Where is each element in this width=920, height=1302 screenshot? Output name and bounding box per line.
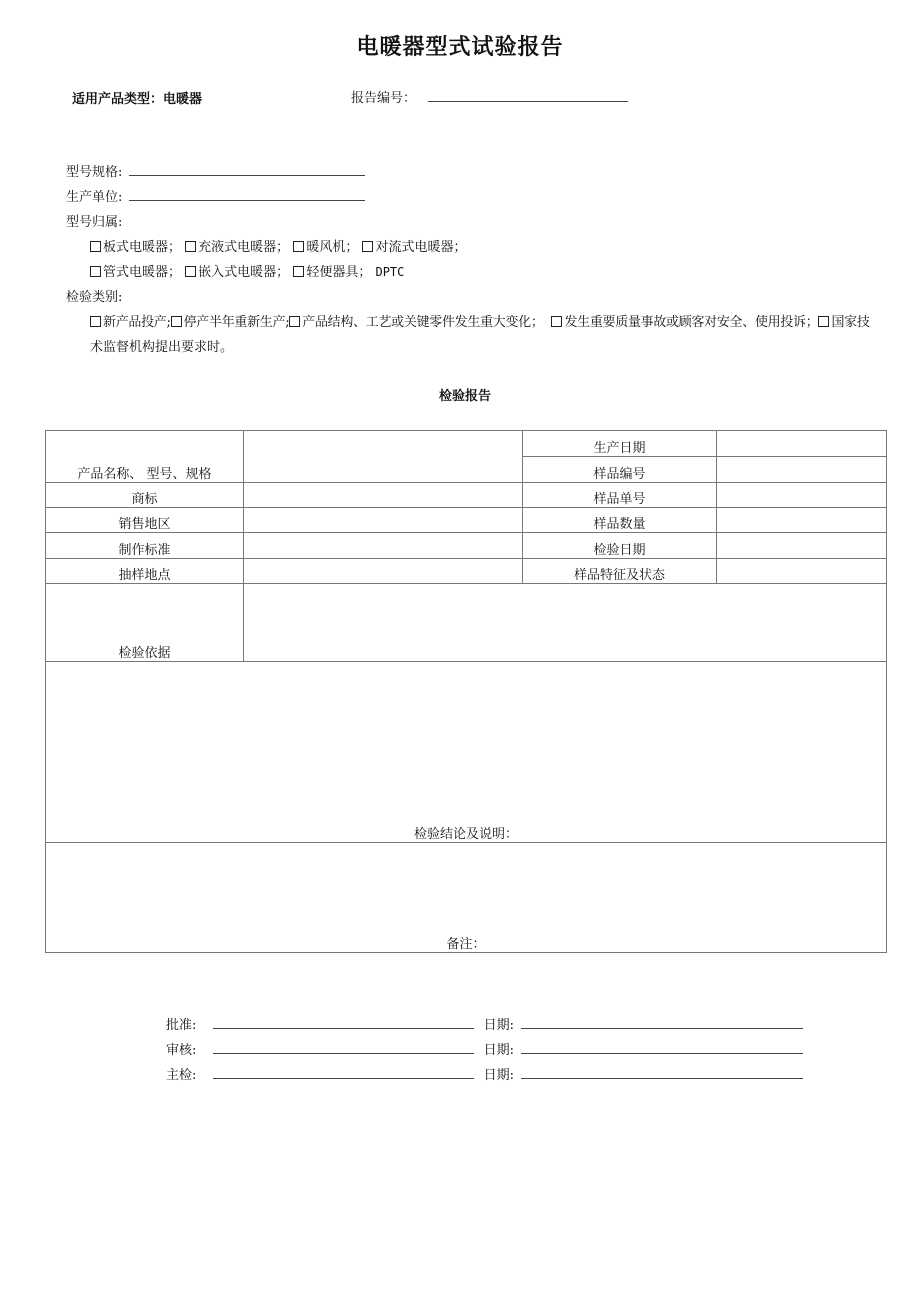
chief-date-label: 日期:	[483, 1068, 515, 1083]
approve-date-label: 日期:	[483, 1018, 515, 1033]
inspection-options-cont: 术监督机构提出要求时。	[90, 340, 234, 355]
model-spec-line[interactable]	[129, 163, 365, 176]
page-title: 电暖器型式试验报告	[356, 35, 564, 60]
basis-value[interactable]	[244, 584, 887, 662]
option-embedded-heater[interactable]: 嵌入式电暖器；	[185, 265, 289, 280]
conclusion-cell[interactable]	[46, 662, 887, 843]
model-spec-label: 型号规格:	[66, 165, 123, 180]
model-spec-field	[66, 161, 365, 180]
checkbox-icon	[293, 241, 304, 252]
checkbox-icon	[171, 316, 182, 327]
checkbox-icon	[185, 266, 196, 277]
option-tube-heater[interactable]: 管式电暖器；	[90, 265, 181, 280]
approve-row	[166, 1014, 803, 1033]
product-type-label: 适用产品类型：电暖器	[72, 92, 203, 107]
option-national-request[interactable]: 国家技	[818, 315, 869, 330]
review-date-line[interactable]	[521, 1041, 803, 1054]
trademark-value[interactable]	[244, 483, 523, 508]
product-name-label: 产品名称、 型号、规格	[46, 431, 244, 483]
checkbox-icon	[90, 266, 101, 277]
remarks-label: 备注：	[446, 937, 486, 952]
checkbox-icon	[551, 316, 562, 327]
trademark-label: 商标	[46, 483, 244, 508]
sampling-place-label: 抽样地点	[46, 559, 244, 584]
review-row	[166, 1039, 803, 1058]
checkbox-icon	[185, 241, 196, 252]
sampling-place-value[interactable]	[244, 559, 523, 584]
report-number-line[interactable]	[428, 89, 628, 102]
inspection-date-label: 检验日期	[523, 533, 717, 559]
model-category-label: 型号归属:	[66, 215, 123, 230]
option-restart-production[interactable]: 停产半年重新生产;	[171, 315, 290, 330]
chief-signature-line[interactable]	[213, 1066, 474, 1079]
checkbox-icon	[293, 266, 304, 277]
sample-no-label: 样品编号	[523, 457, 717, 483]
inspection-date-value[interactable]	[717, 533, 887, 559]
review-signature-line[interactable]	[213, 1041, 474, 1054]
checkbox-icon	[90, 316, 101, 327]
sample-order-label: 样品单号	[523, 483, 717, 508]
product-name-value[interactable]	[244, 431, 523, 483]
approve-signature-line[interactable]	[213, 1016, 474, 1029]
checkbox-icon	[818, 316, 829, 327]
review-label: 审核:	[166, 1043, 197, 1058]
option-dptc: DPTC	[375, 265, 405, 279]
standard-label: 制作标准	[46, 533, 244, 559]
production-date-value[interactable]	[717, 431, 887, 457]
chief-row	[166, 1064, 803, 1083]
sample-qty-value[interactable]	[717, 508, 887, 533]
basis-label: 检验依据	[46, 584, 244, 662]
sample-state-value[interactable]	[717, 559, 887, 584]
production-date-label: 生产日期	[523, 431, 717, 457]
remarks-cell[interactable]	[46, 843, 887, 953]
chief-date-line[interactable]	[521, 1066, 803, 1079]
option-portable-appliance[interactable]: 轻便器具；	[293, 265, 371, 280]
option-new-product[interactable]: 新产品投产;	[90, 315, 171, 330]
sales-region-label: 销售地区	[46, 508, 244, 533]
chief-label: 主检:	[166, 1068, 197, 1083]
inspection-options-row	[90, 311, 870, 330]
approve-label: 批准:	[166, 1018, 197, 1033]
sample-order-value[interactable]	[717, 483, 887, 508]
sales-region-value[interactable]	[244, 508, 523, 533]
report-number-label: 报告编号：	[351, 91, 417, 106]
option-fan-heater[interactable]: 暖风机；	[293, 240, 358, 255]
model-options-row2	[90, 261, 404, 280]
option-quality-accident[interactable]: 发生重要质量事故或顾客对安全、使用投诉；	[551, 315, 818, 330]
checkbox-icon	[362, 241, 373, 252]
approve-date-line[interactable]	[521, 1016, 803, 1029]
sample-qty-label: 样品数量	[523, 508, 717, 533]
sample-no-value[interactable]	[717, 457, 887, 483]
inspection-category-label: 检验类别:	[66, 290, 123, 305]
model-options-row1	[90, 236, 466, 255]
checkbox-icon	[289, 316, 300, 327]
report-number-field	[351, 87, 628, 106]
conclusion-label: 检验结论及说明：	[413, 827, 518, 842]
sample-state-label: 样品特征及状态	[523, 559, 717, 584]
option-liquid-heater[interactable]: 充液式电暖器；	[185, 240, 289, 255]
manufacturer-line[interactable]	[129, 188, 365, 201]
option-major-change[interactable]: 产品结构、工艺或关键零件发生重大变化；	[289, 315, 543, 330]
option-panel-heater[interactable]: 板式电暖器；	[90, 240, 181, 255]
standard-value[interactable]	[244, 533, 523, 559]
inspection-report-table	[45, 430, 887, 953]
manufacturer-field	[66, 186, 365, 205]
manufacturer-label: 生产单位:	[66, 190, 123, 205]
review-date-label: 日期:	[483, 1043, 515, 1058]
option-convector-heater[interactable]: 对流式电暖器；	[362, 240, 466, 255]
section-title: 检验报告	[438, 389, 491, 404]
checkbox-icon	[90, 241, 101, 252]
